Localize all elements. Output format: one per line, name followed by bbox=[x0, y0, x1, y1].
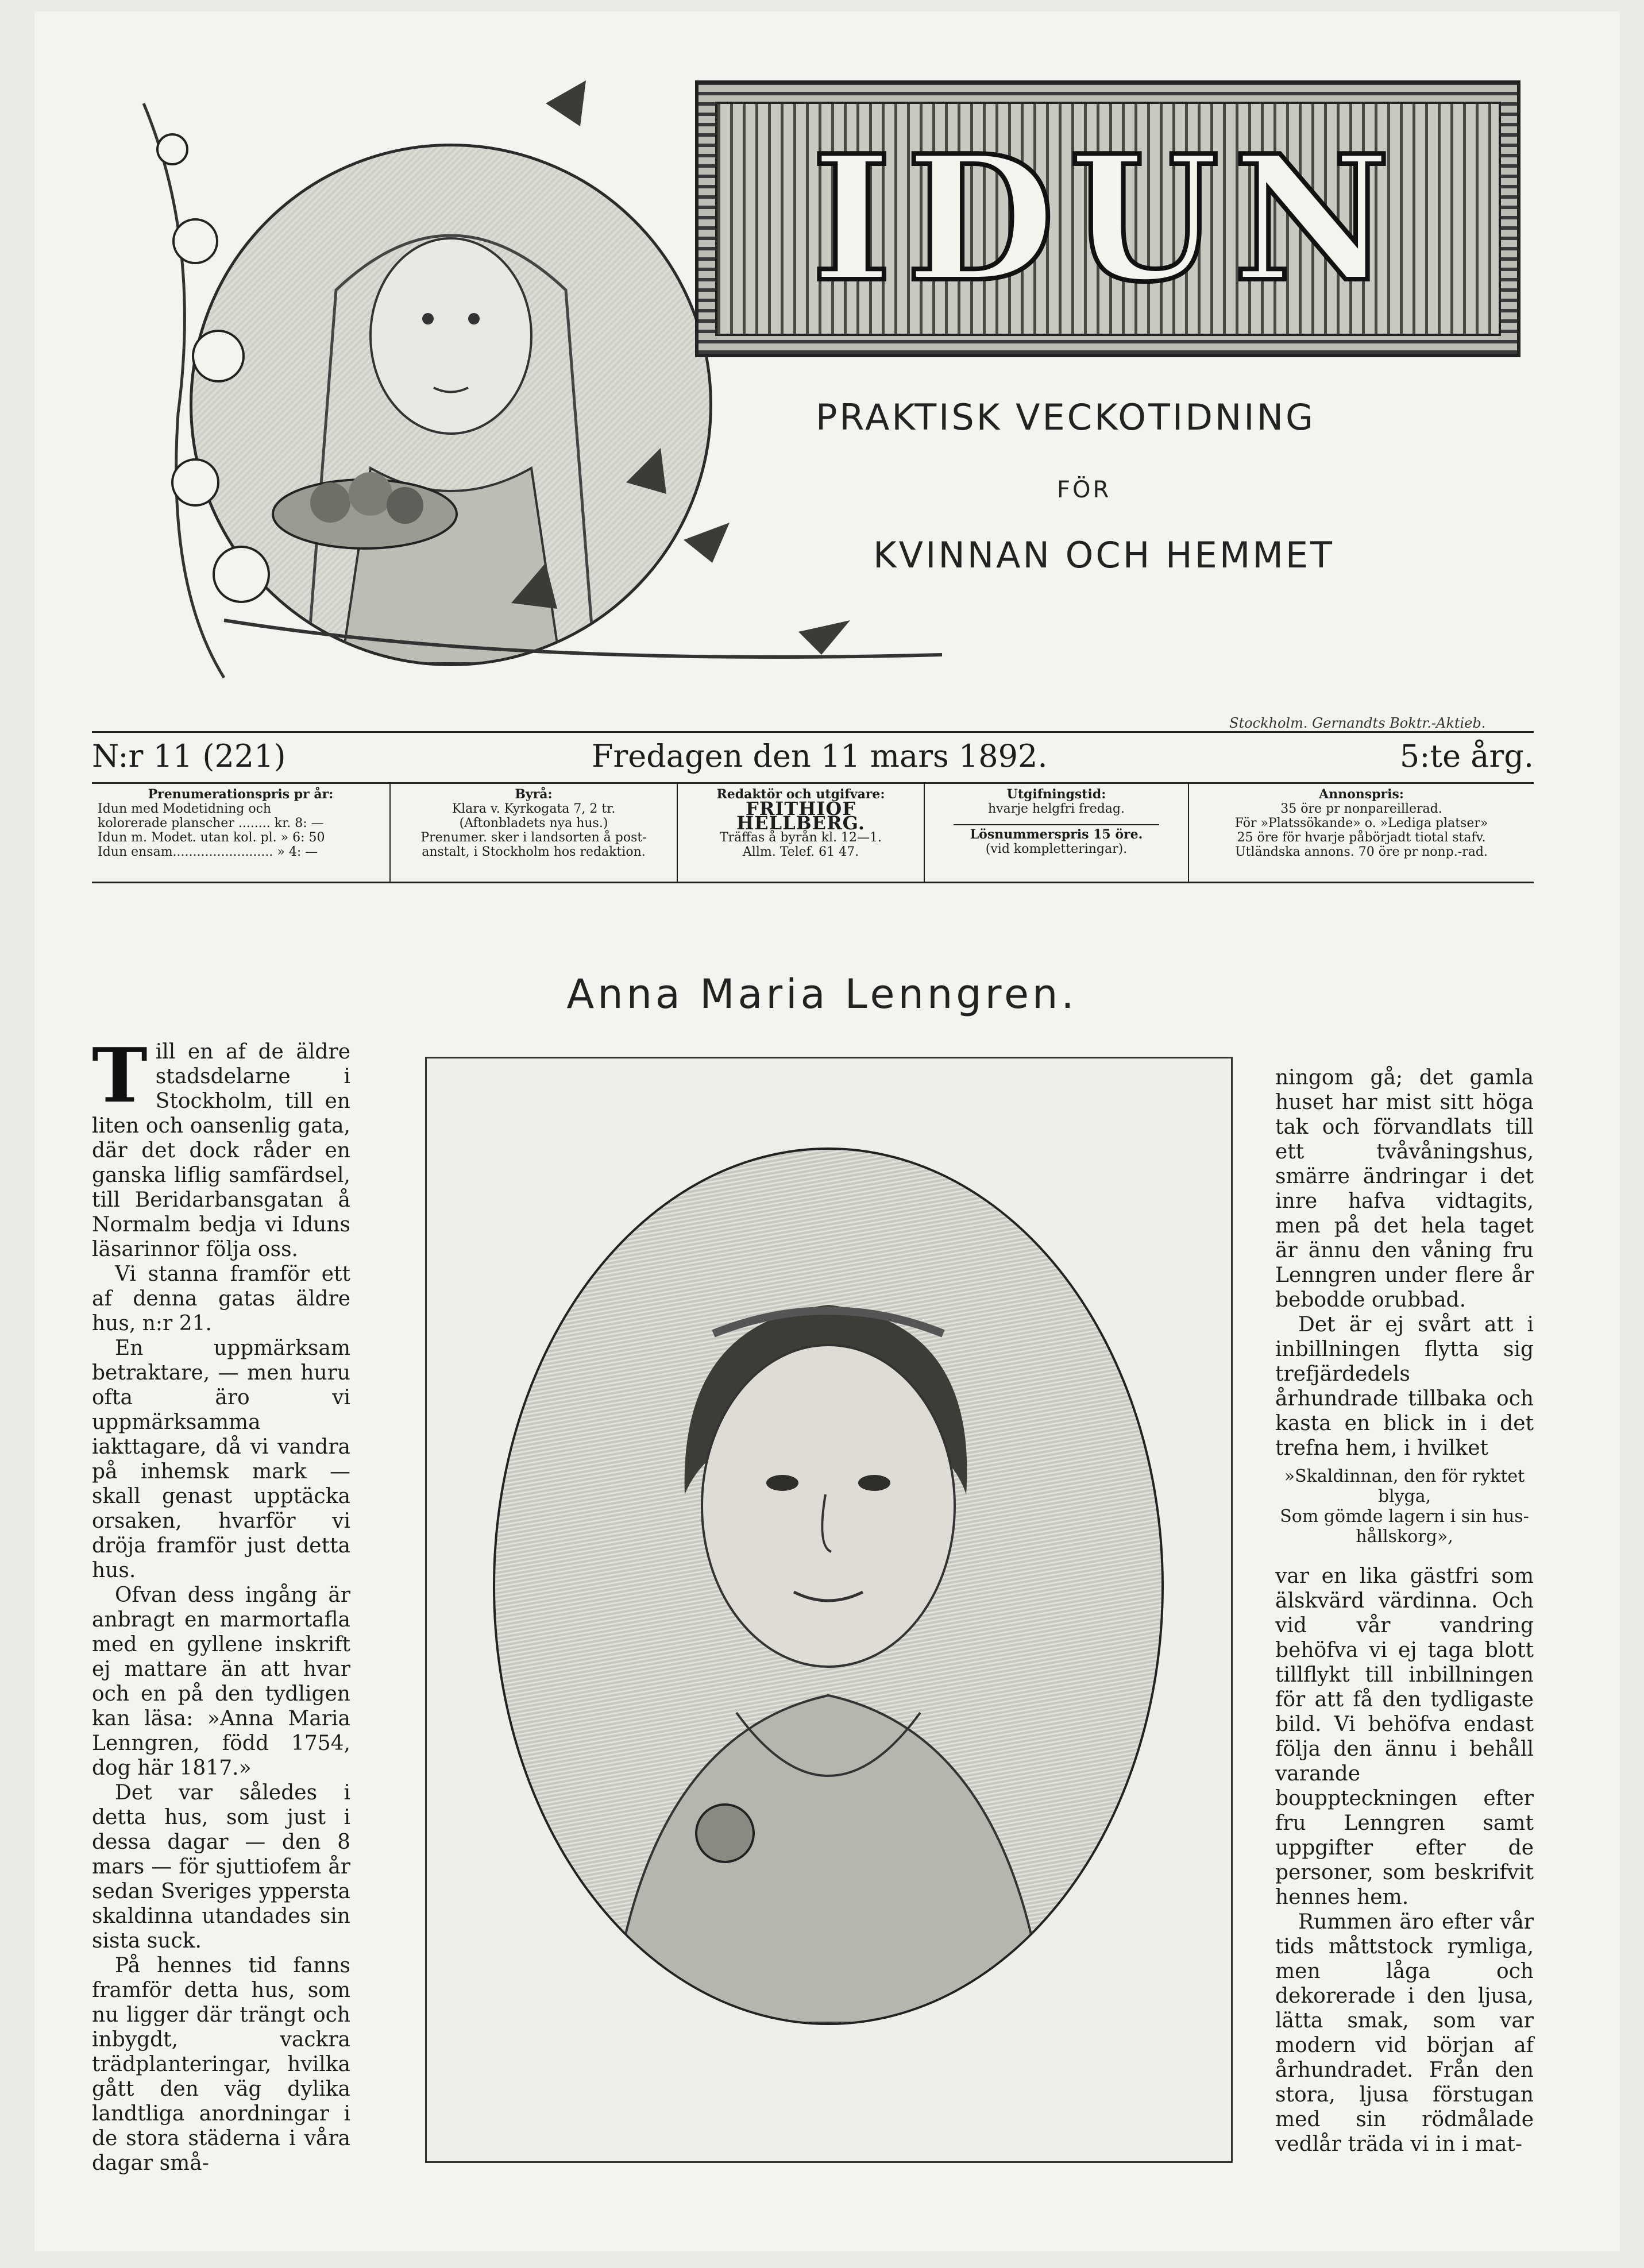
subscription-heading: Prenumerationspris pr år: bbox=[148, 787, 334, 802]
paragraph: var en lika gästfri som älskvärd värdinna. Och vid vår vandring behöfva vi ej taga blott tillflykt till inbillningen för att få den tydligaste bild. Vi behöfva endast följa den ännu i behåll varande bouppteckningen efter fru Lenngren samt uppgifter efter de personer, som beskrifvit hennes hem. bbox=[1275, 1564, 1534, 1909]
idun-logo-panel bbox=[695, 80, 1520, 357]
publication-schedule bbox=[925, 784, 1189, 882]
publication-info-row bbox=[92, 782, 1534, 883]
paragraph: Det är ej svårt att i inbillningen flytta sig trefjärdedels århundrade tillbaka och kasta en blick in i det trefna hem, i hvilket bbox=[1275, 1313, 1534, 1460]
verse-line: »Skaldinnan, den för ryktet bbox=[1284, 1466, 1525, 1486]
subscription-line: Idun m. Modet. utan kol. pl. » 6: 50 bbox=[98, 830, 325, 845]
ads-line: 35 öre pr nonpareillerad. bbox=[1280, 802, 1442, 816]
subtitle-line-3: KVINNAN OCH HEMMET bbox=[873, 534, 1334, 576]
paragraph: På hennes tid fanns framför detta hus, som nu ligger där trängt och inbygdt, vackra trädplanteringar, hvilka gått den väg dylika landtliga anordningar i de stora städerna i våra dagar små- bbox=[92, 1954, 350, 2175]
paragraph: Det var således i detta hus, som just i dessa dagar — den 8 mars — för sjuttiofem år sedan Sveriges yppersta skaldinna utandades sin sista suck. bbox=[92, 1781, 350, 1953]
paragraph: Vi stanna framför ett af denna gatas äldre hus, n:r 21. bbox=[92, 1262, 350, 1335]
article-title: Anna Maria Lenngren. bbox=[566, 971, 1078, 1018]
schedule-heading: Utgifningstid: bbox=[1006, 787, 1106, 802]
schedule-line: hvarje helgfri fredag. bbox=[987, 802, 1125, 816]
issue-volume: 5:te årg. bbox=[1399, 738, 1534, 774]
drop-cap: T bbox=[92, 1031, 148, 1119]
logo-title: IDUN bbox=[811, 117, 1404, 320]
editor-heading: Redaktör och utgifvare: bbox=[716, 787, 885, 802]
single-copy-price: Lösnummerspris 15 öre. bbox=[970, 827, 1143, 842]
paragraph: Rummen äro efter vår tids måttstock rymliga, men låga och dekorerade i den ljusa, lätta smak, som var modern vid början af århundradet. Från den stora, ljusa förstugan med sin rödmålade vedlår träda vi in i mat- bbox=[1275, 1910, 1534, 2156]
paragraph: ningom gå; det gamla huset har mist sitt höga tak och förvandlats till ett tvåvåningshus, smärre ändringar i det inre hafva vidtagits, men på det hela taget är ännu den våning fru Lenngren under flere år bebodde orubbad. bbox=[1275, 1066, 1534, 1312]
masthead bbox=[0, 0, 1644, 731]
ads-heading: Annonspris: bbox=[1319, 787, 1404, 802]
office-address bbox=[391, 784, 678, 882]
office-heading: Byrå: bbox=[515, 787, 553, 802]
subscription-line: Idun med Modetidning och bbox=[98, 802, 272, 816]
office-line: (Aftonbladets nya hus.) bbox=[459, 816, 608, 830]
editor-name: FRITHIOF HELLBERG. bbox=[736, 798, 865, 834]
verse-line: Som gömde lagern i sin hus- bbox=[1280, 1506, 1529, 1527]
office-line: Klara v. Kyrkogata 7, 2 tr. bbox=[451, 802, 616, 816]
printer-credit: Stockholm. Gernandts Boktr.-Aktieb. bbox=[1229, 715, 1486, 731]
ads-line: För »Platssökande» o. »Lediga platser» bbox=[1234, 816, 1488, 830]
office-line: Prenumer. sker i landsorten å post- bbox=[420, 830, 647, 845]
paragraph: Till en af de äldre stadsdelarne i Stockholm, till en liten och oansenlig gata, där det dock råder en ganska liflig samfärdsel, till Beridarbansgatan å Normalm bedja vi Iduns läsarinnor följa oss. bbox=[92, 1031, 350, 1261]
portrait-engraving-frame bbox=[425, 1057, 1233, 2163]
article-column-left bbox=[92, 1031, 350, 2176]
ads-line: 25 öre för hvarje påbörjadt tiotal stafv. bbox=[1237, 830, 1486, 845]
subscription-line: Idun ensam......................... » 4: — bbox=[98, 845, 318, 859]
paragraph: Ofvan dess ingång är anbragt en marmortafla med en gyllene inskrift ej mattare än att hvar och en på den tydligen kan läsa: »Anna Maria Lenngren, född 1754, dog här 1817.» bbox=[92, 1583, 350, 1780]
subtitle-line-2: FÖR bbox=[1057, 477, 1112, 503]
subscription-prices bbox=[92, 784, 391, 882]
issue-date: Fredagen den 11 mars 1892. bbox=[592, 738, 1048, 774]
issue-number: N:r 11 (221) bbox=[92, 738, 286, 774]
subscription-line: kolorerade planscher ........ kr. 8: — bbox=[98, 816, 324, 830]
subtitle-line-1: PRAKTISK VECKOTIDNING bbox=[816, 396, 1316, 438]
anna-maria-lenngren-portrait bbox=[493, 1147, 1164, 2025]
verse-line: blyga, bbox=[1377, 1486, 1431, 1506]
logo-meander-pattern bbox=[715, 102, 1501, 336]
advertising-prices bbox=[1189, 784, 1534, 882]
verse-line: hållskorg», bbox=[1356, 1527, 1453, 1547]
article-column-right bbox=[1275, 1065, 1534, 2157]
single-copy-note: (vid kompletteringar). bbox=[985, 842, 1128, 856]
verse-quote bbox=[1275, 1466, 1534, 1547]
issue-line bbox=[92, 738, 1534, 778]
office-line: anstalt, i Stockholm hos redaktion. bbox=[422, 845, 646, 859]
ads-line: Utländska annons. 70 öre pr nonp.-rad. bbox=[1235, 845, 1488, 859]
paragraph: En uppmärksam betraktare, — men huru ofta äro vi uppmärksamma iakttagare, då vi vandra på inhemsk mark — skall genast upptäcka orsaken, hvarför vi dröja framför just detta hus. bbox=[92, 1336, 350, 1582]
editor-line: Allm. Telef. 61 47. bbox=[742, 845, 859, 859]
editor-line: Träffas å byrån kl. 12—1. bbox=[719, 830, 882, 845]
editor-info bbox=[678, 784, 925, 882]
top-rule bbox=[92, 731, 1534, 733]
